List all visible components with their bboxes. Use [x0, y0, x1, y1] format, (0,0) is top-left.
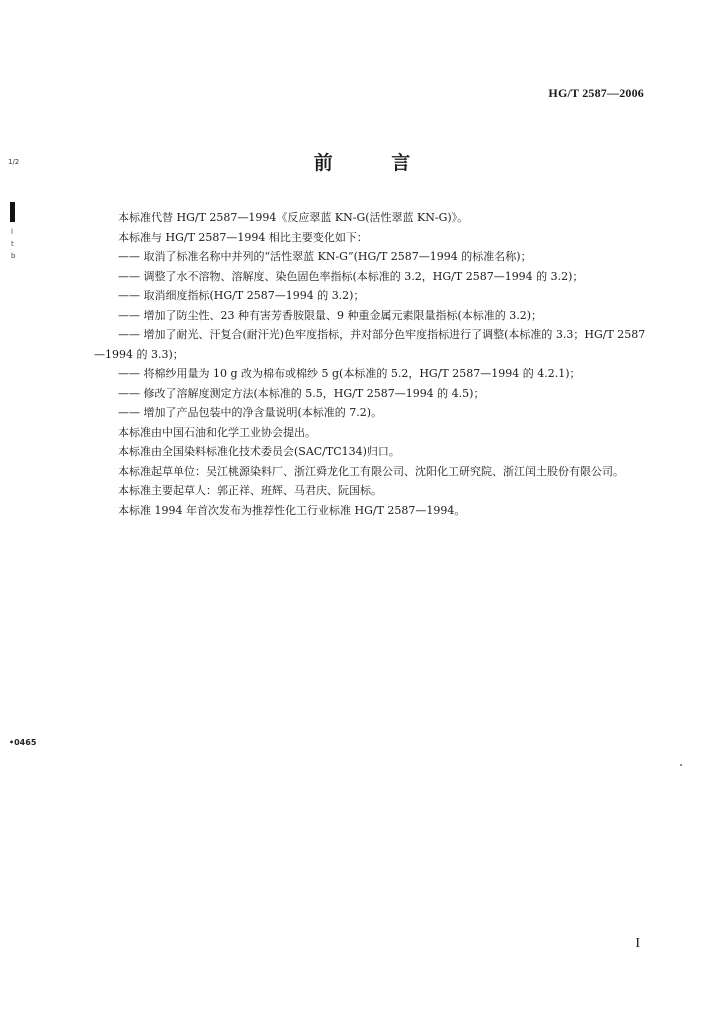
margin-mark-top: 1/2 — [8, 158, 20, 166]
page-title: 前 言 — [313, 152, 437, 174]
document-code: HG/T 2587—2006 — [548, 86, 644, 100]
list-item: —— 增加了耐光、汗复合(耐汗光)色牢度指标，并对部分色牢度指标进行了调整(本标准的 3.3；HG/T 2587—1994 的 3.3)； — [94, 328, 646, 361]
binding-bar — [10, 202, 15, 222]
list-item: —— 将棉纱用量为 10 g 改为棉布或棉纱 5 g(本标准的 5.2，HG/T 2587—1994 的 4.2.1)； — [118, 367, 581, 380]
paragraph-drafting-units: 本标准起草单位：吴江桃源染料厂、浙江舜龙化工有限公司、沈阳化工研究院、浙江闰土股份有限公司。 — [118, 464, 624, 478]
preface-body — [94, 208, 650, 520]
page-number: I — [635, 936, 640, 951]
paragraph-drafters: 本标准主要起草人：郭正祥、班辉、马君庆、阮国标。 — [118, 484, 382, 497]
paragraph-history: 本标准 1994 年首次发布为推荐性化工行业标准 HG/T 2587—1994。 — [118, 503, 466, 517]
paragraph-proposer: 本标准由中国石油和化学工业协会提出。 — [118, 425, 316, 439]
paragraph-replaces: 本标准代替 HG/T 2587—1994《反应翠蓝 KN-G(活性翠蓝 KN-G)》。 — [118, 211, 469, 224]
list-item: —— 调整了水不溶物、溶解度、染色固色率指标(本标准的 3.2，HG/T 2587—1994 的 3.2)； — [118, 269, 584, 283]
margin-tick: b — [11, 252, 16, 260]
list-item: —— 增加了产品包装中的净含量说明(本标准的 7.2)。 — [118, 406, 383, 419]
scan-speck — [680, 764, 682, 766]
margin-tick: t — [11, 240, 14, 248]
margin-mark-bottom: •0465 — [9, 738, 37, 747]
paragraph-changes-intro: 本标准与 HG/T 2587—1994 相比主要变化如下： — [118, 230, 368, 244]
paragraph-centralized: 本标准由全国染料标准化技术委员会(SAC/TC134)归口。 — [118, 445, 400, 458]
list-item: —— 修改了溶解度测定方法(本标准的 5.5，HG/T 2587—1994 的 4.5)； — [118, 386, 485, 400]
list-item: —— 取消了标准名称中并列的“活性翠蓝 KN-G”(HG/T 2587—1994 的标准名称)； — [118, 250, 532, 263]
list-item: —— 取消细度指标(HG/T 2587—1994 的 3.2)； — [118, 289, 365, 302]
margin-tick: l — [11, 228, 13, 236]
list-item: —— 增加了防尘性、23 种有害芳香胺限量、9 种重金属元素限量指标(本标准的 3.2)； — [118, 308, 543, 322]
